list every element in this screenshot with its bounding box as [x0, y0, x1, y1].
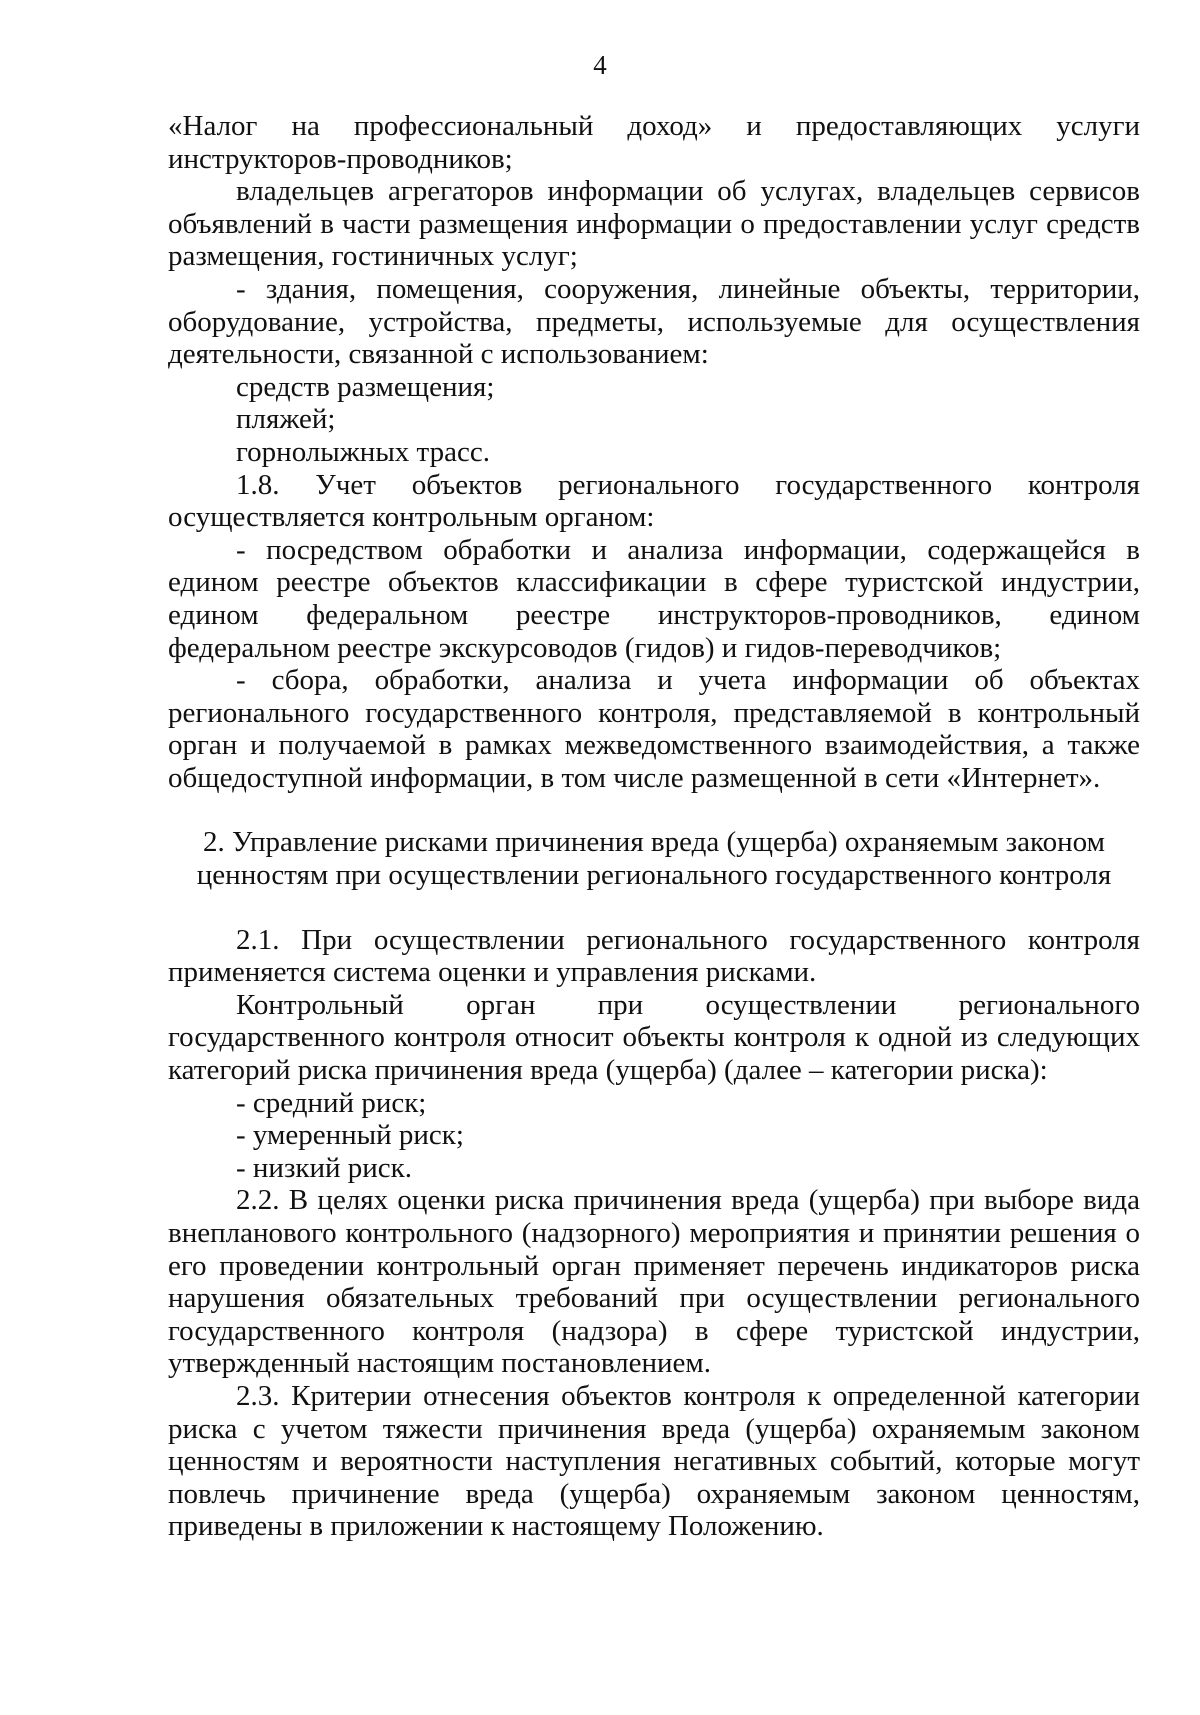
paragraph-risk-categories: Контрольный орган при осуществлении регионального государственного контроля относит объекты контроля к одной из следующих категорий риска причинения вреда (ущерба) (далее – категории риска):: [168, 988, 1140, 1087]
list-item-moderate-risk: - умеренный риск;: [236, 1119, 464, 1152]
paragraph-continuation: «Налог на профессиональный доход» и предоставляющих услуги инструкторов-проводников;: [168, 110, 1140, 175]
document-body: [168, 110, 1140, 1543]
paragraph-2-2: 2.2. В целях оценки риска причинения вреда (ущерба) при выборе вида внепланового контрольного (надзорного) мероприятия и принятии решения о его проведении контрольный орган применяет перечень индикаторов риска нарушения обязательных требований при осуществлении регионального государственного контроля (надзора) в сфере туристской индустрии, утвержденный настоящим постановлением.: [168, 1184, 1140, 1380]
list-item-medium-risk: - средний риск;: [236, 1086, 427, 1119]
section-heading-line-2: ценностям при осуществлении регионального государственного контроля: [196, 859, 1112, 892]
paragraph-information-collection: - сбора, обработки, анализа и учета информации об объектах регионального государственного контроля, представляемой в контрольный орган и получаемой в рамках межведомственного взаимодействия, а также общедоступной информации, в том числе размещенной в сети «Интернет».: [168, 664, 1140, 794]
paragraph-aggregators: владельцев агрегаторов информации об услугах, владельцев сервисов объявлений в части размещения информации о предоставлении услуг средств размещения, гостиничных услуг;: [168, 175, 1140, 273]
list-item-beaches: пляжей;: [236, 403, 336, 436]
paragraph-2-1: 2.1. При осуществлении регионального государственного контроля применяется система оценки и управления рисками.: [168, 923, 1140, 989]
list-item-ski-slopes: горнолыжных трасс.: [236, 435, 490, 468]
page-number: 4: [593, 50, 607, 80]
paragraph-1-8: 1.8. Учет объектов регионального государственного контроля осуществляется контрольным органом:: [168, 468, 1140, 534]
paragraph-2-3: 2.3. Критерии отнесения объектов контроля к определенной категории риска с учетом тяжести причинения вреда (ущерба) охраняемым законом ценностям и вероятности наступления негативных событий, которые могут повлечь причинение вреда (ущерба) охраняемым законом ценностям, приведены в приложении к настоящему Положению.: [168, 1379, 1140, 1543]
section-heading: [168, 826, 1140, 891]
section-heading-line-1: 2. Управление рисками причинения вреда (ущерба) охраняемым законом: [203, 826, 1105, 859]
paragraph-buildings: - здания, помещения, сооружения, линейные объекты, территории, оборудование, устройства, предметы, используемые для осуществления деятельности, связанной с использованием:: [168, 272, 1140, 371]
list-item-low-risk: - низкий риск.: [236, 1151, 413, 1184]
paragraph-registry-processing: - посредством обработки и анализа информации, содержащейся в едином реестре объектов классификации в сфере туристской индустрии, едином федеральном реестре инструкторов-проводников, едином федеральном реестре экскурсоводов (гидов) и гидов-переводчиков;: [168, 533, 1140, 664]
list-item-accommodation: средств размещения;: [236, 370, 495, 403]
